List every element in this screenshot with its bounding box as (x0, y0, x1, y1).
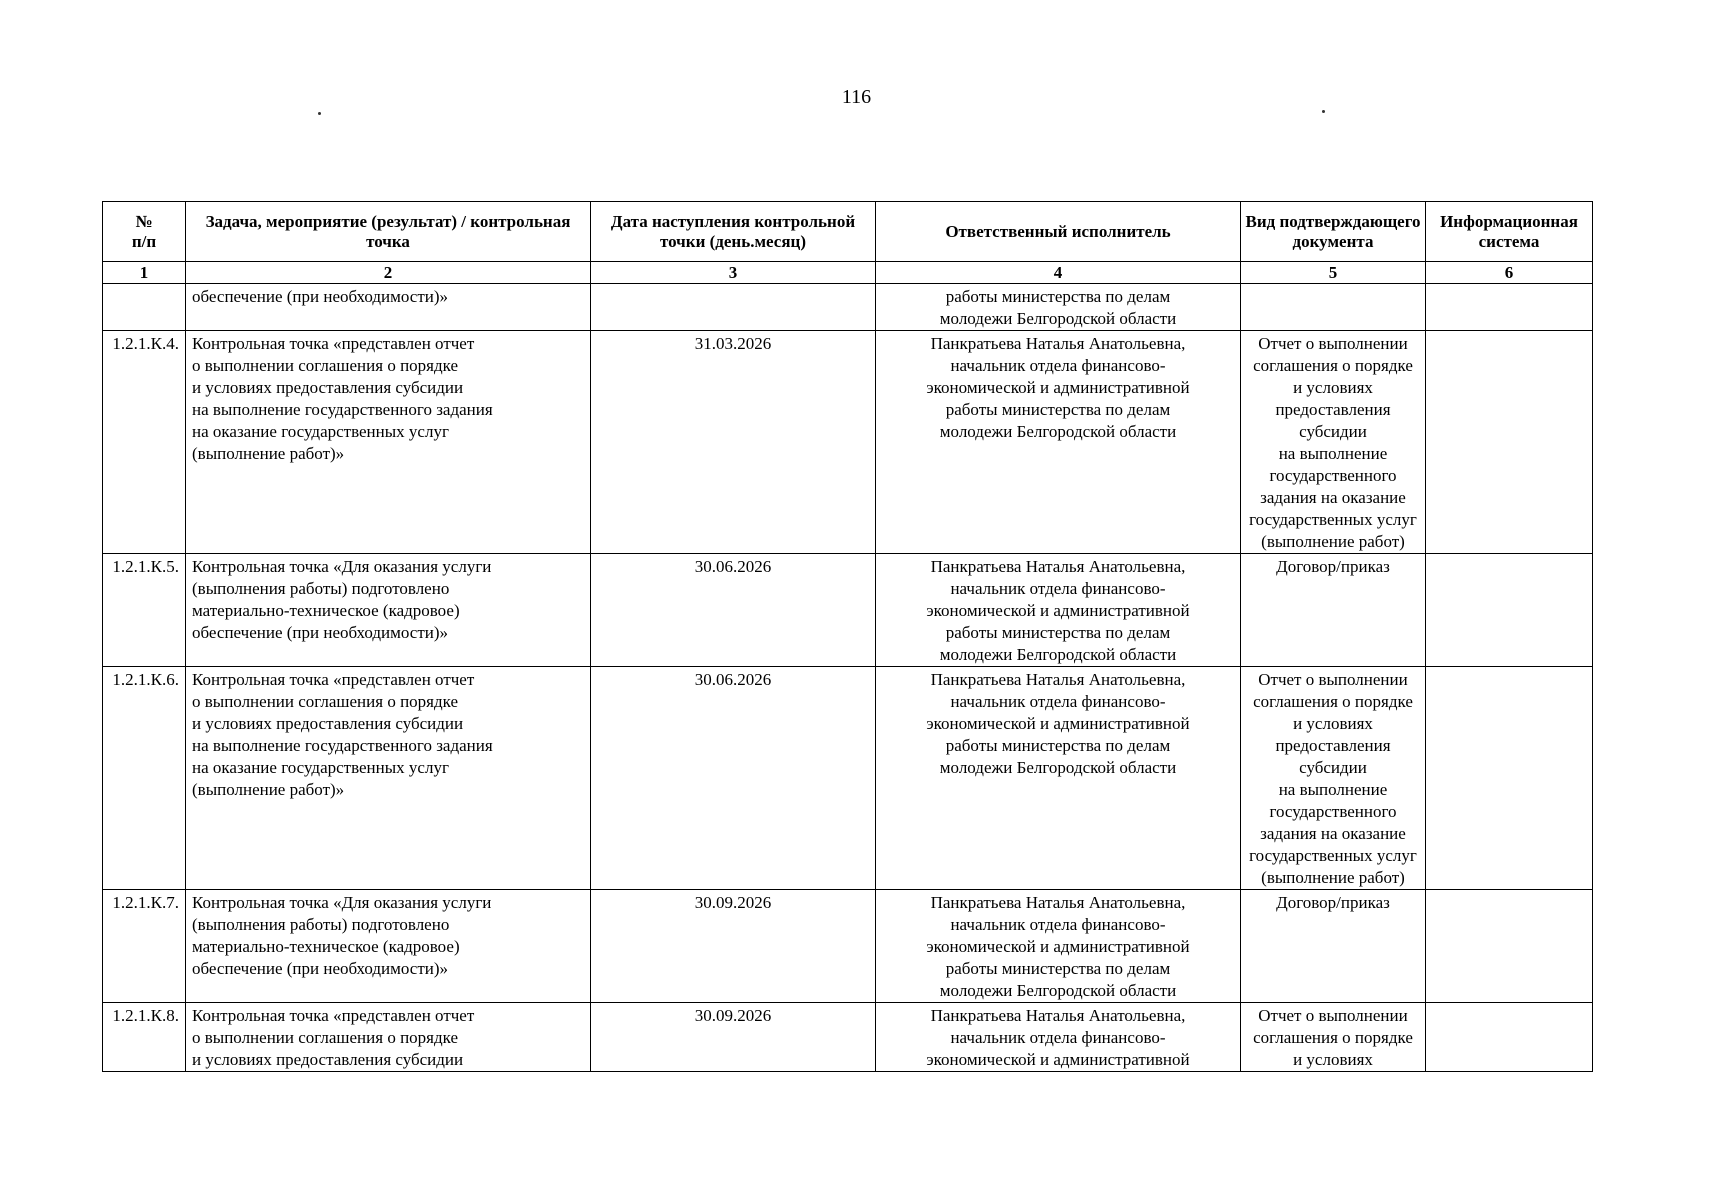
control-points-table (102, 201, 1593, 1072)
cell-document: Отчет о выполнении соглашения о порядке и условиях предоставления субсидии на выполнение государственного задания на оказание государственных услуг (выполнение работ) (1241, 667, 1426, 890)
column-number: 3 (591, 262, 876, 284)
cell-number: 1.2.1.К.5. (103, 554, 186, 667)
cell-responsible: работы министерства по делам молодежи Белгородской области (876, 284, 1241, 331)
table-row (103, 667, 1593, 890)
cell-system (1426, 1003, 1593, 1072)
cell-responsible: Панкратьева Наталья Анатольевна, начальник отдела финансово- экономической и административной работы министерства по делам молодежи Белгородской области (876, 890, 1241, 1003)
cell-task: обеспечение (при необходимости)» (186, 284, 591, 331)
header-date: Дата наступления контрольной точки (день.месяц) (591, 202, 876, 262)
cell-system (1426, 554, 1593, 667)
header-system: Информационная система (1426, 202, 1593, 262)
cell-date: 30.09.2026 (591, 1003, 876, 1072)
cell-number (103, 284, 186, 331)
column-number: 2 (186, 262, 591, 284)
table-row (103, 554, 1593, 667)
cell-number: 1.2.1.К.8. (103, 1003, 186, 1072)
scan-speck (1322, 110, 1325, 113)
cell-task: Контрольная точка «Для оказания услуги (выполнения работы) подготовлено материально-техническое (кадровое) обеспечение (при необходимости)» (186, 554, 591, 667)
cell-task: Контрольная точка «представлен отчет о выполнении соглашения о порядке и условиях предоставления субсидии на выполнение государственного задания на оказание государственных услуг (выполнение работ)» (186, 331, 591, 554)
cell-date: 30.06.2026 (591, 667, 876, 890)
cell-responsible: Панкратьева Наталья Анатольевна, начальник отдела финансово- экономической и административной работы министерства по делам молодежи Белгородской области (876, 331, 1241, 554)
cell-number: 1.2.1.К.7. (103, 890, 186, 1003)
cell-task: Контрольная точка «представлен отчет о выполнении соглашения о порядке и условиях предоставления субсидии (186, 1003, 591, 1072)
table-row (103, 1003, 1593, 1072)
header-responsible: Ответственный исполнитель (876, 202, 1241, 262)
cell-date: 30.09.2026 (591, 890, 876, 1003)
cell-document: Договор/приказ (1241, 890, 1426, 1003)
cell-system (1426, 890, 1593, 1003)
cell-system (1426, 667, 1593, 890)
column-number: 4 (876, 262, 1241, 284)
cell-date: 30.06.2026 (591, 554, 876, 667)
column-number: 6 (1426, 262, 1593, 284)
cell-document: Отчет о выполнении соглашения о порядке и условиях предоставления субсидии на выполнение государственного задания на оказание государственных услуг (выполнение работ) (1241, 331, 1426, 554)
cell-number: 1.2.1.К.4. (103, 331, 186, 554)
cell-date: 31.03.2026 (591, 331, 876, 554)
cell-task: Контрольная точка «Для оказания услуги (выполнения работы) подготовлено материально-техническое (кадровое) обеспечение (при необходимости)» (186, 890, 591, 1003)
table-header-row (103, 202, 1593, 262)
cell-document (1241, 284, 1426, 331)
cell-document: Договор/приказ (1241, 554, 1426, 667)
column-number: 1 (103, 262, 186, 284)
cell-system (1426, 284, 1593, 331)
header-task: Задача, мероприятие (результат) / контрольная точка (186, 202, 591, 262)
cell-task: Контрольная точка «представлен отчет о выполнении соглашения о порядке и условиях предоставления субсидии на выполнение государственного задания на оказание государственных услуг (выполнение работ)» (186, 667, 591, 890)
table-row (103, 890, 1593, 1003)
header-document: Вид подтверждающего документа (1241, 202, 1426, 262)
scan-speck (318, 112, 321, 115)
page-number: 116 (841, 86, 872, 108)
table-row (103, 331, 1593, 554)
cell-number: 1.2.1.К.6. (103, 667, 186, 890)
table-row-continuation (103, 284, 1593, 331)
header-number: № п/п (103, 202, 186, 262)
cell-document: Отчет о выполнении соглашения о порядке и условиях (1241, 1003, 1426, 1072)
cell-responsible: Панкратьева Наталья Анатольевна, начальник отдела финансово- экономической и административной (876, 1003, 1241, 1072)
cell-system (1426, 331, 1593, 554)
cell-date (591, 284, 876, 331)
cell-responsible: Панкратьева Наталья Анатольевна, начальник отдела финансово- экономической и административной работы министерства по делам молодежи Белгородской области (876, 667, 1241, 890)
column-number: 5 (1241, 262, 1426, 284)
column-number-row (103, 262, 1593, 284)
cell-responsible: Панкратьева Наталья Анатольевна, начальник отдела финансово- экономической и административной работы министерства по делам молодежи Белгородской области (876, 554, 1241, 667)
